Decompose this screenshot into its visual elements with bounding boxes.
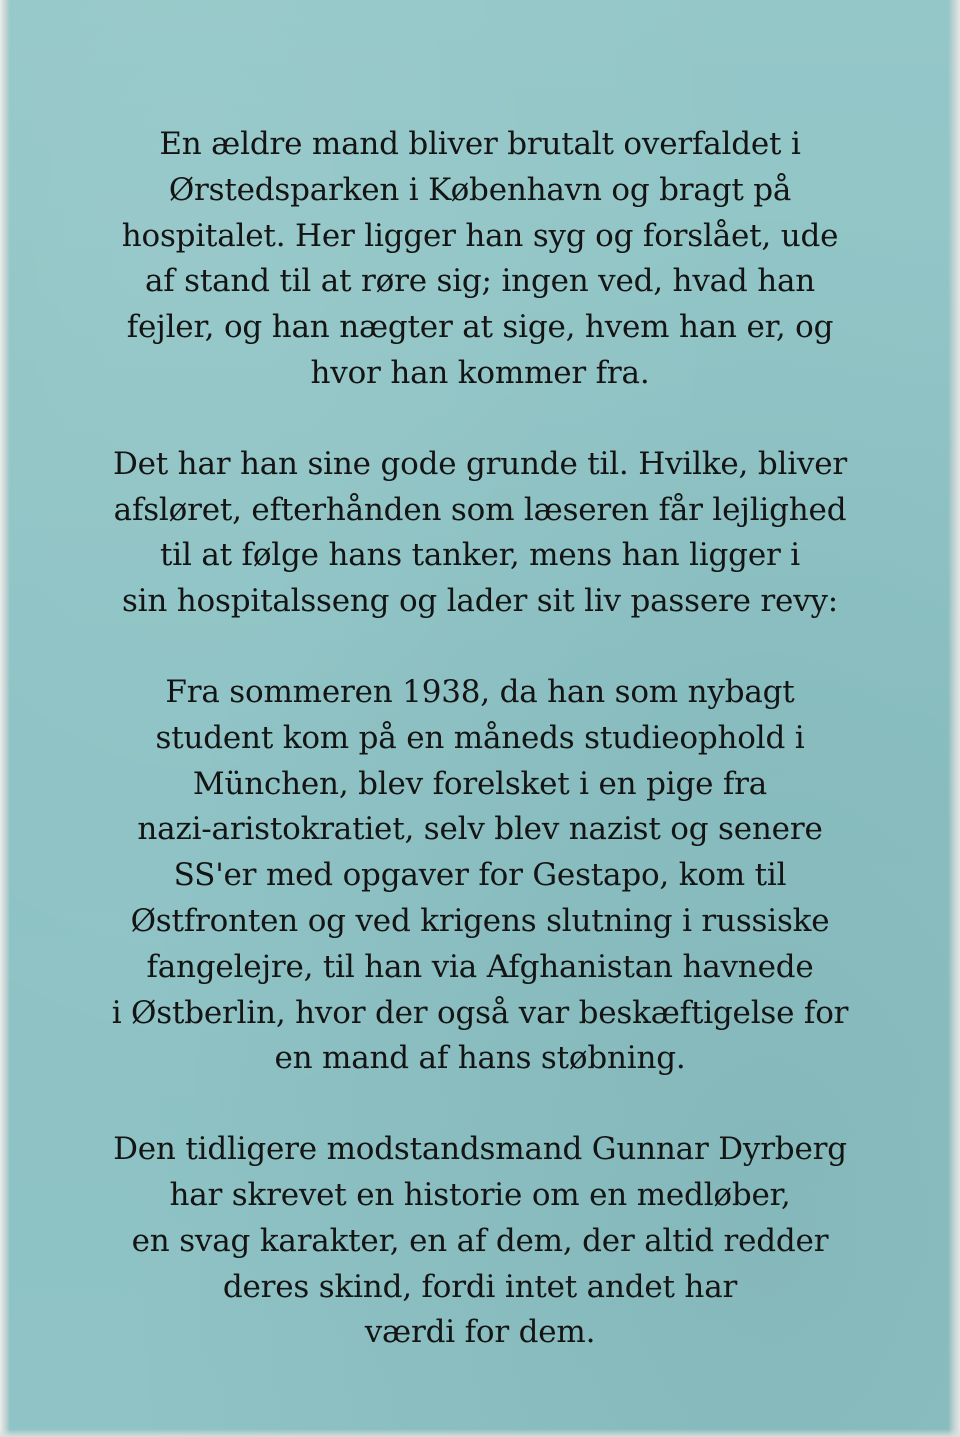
blurb-line: hospitalet. Her ligger han syg og forslået, ude	[121, 217, 839, 254]
blurb-line: hvor han kommer fra.	[310, 354, 650, 391]
blurb-text	[30, 122, 930, 1356]
blurb-line: af stand til at røre sig; ingen ved, hvad han	[144, 263, 816, 300]
page-edge-bottom	[0, 1429, 960, 1437]
blurb-line: En ældre mand bliver brutalt overfaldet i	[159, 126, 801, 162]
blurb-line: i Østberlin, hvor der også var beskæftigelse for	[111, 994, 849, 1031]
blurb-line: har skrevet en historie om en medløber,	[169, 1176, 791, 1213]
blurb-line: sin hospitalsseng og lader sit liv passere revy:	[121, 583, 839, 620]
blurb-line: deres skind, fordi intet andet har	[222, 1268, 738, 1305]
blurb-line: til at følge hans tanker, mens han ligger i	[160, 537, 800, 574]
blurb-line: Det har han sine gode grunde til. Hvilke, bliver	[112, 445, 848, 482]
blurb-line: Fra sommeren 1938, da han som nybagt	[165, 673, 795, 710]
blurb-line: student kom på en måneds studieophold i	[155, 719, 805, 756]
blurb-line: fejler, og han nægter at sige, hvem han er, og	[126, 309, 834, 346]
blurb-line: værdi for dem.	[364, 1314, 596, 1351]
blurb-line: München, blev forelsket i en pige fra	[192, 765, 768, 802]
blurb-paragraph-2	[30, 442, 930, 625]
blurb-paragraph-1	[30, 122, 930, 397]
blurb-line: Ørstedsparken i København og bragt på	[168, 171, 792, 208]
blurb-line: afsløret, efterhånden som læseren får lejlighed	[113, 491, 847, 528]
blurb-line: fangelejre, til han via Afghanistan havnede	[146, 948, 814, 985]
page-edge-right	[948, 0, 960, 1437]
blurb-line: Østfronten og ved krigens slutning i russiske	[130, 902, 830, 939]
blurb-line: en mand af hans støbning.	[274, 1040, 686, 1077]
page-edge-left	[0, 0, 10, 1437]
blurb-line: nazi-aristokratiet, selv blev nazist og senere	[137, 811, 823, 848]
blurb-paragraph-4	[30, 1127, 930, 1356]
blurb-line: Den tidligere modstandsmand Gunnar Dyrberg	[113, 1131, 847, 1168]
blurb-paragraph-3	[30, 670, 930, 1082]
blurb-line: en svag karakter, en af dem, der altid redder	[131, 1222, 829, 1259]
blurb-line: SS'er med opgaver for Gestapo, kom til	[173, 857, 787, 894]
